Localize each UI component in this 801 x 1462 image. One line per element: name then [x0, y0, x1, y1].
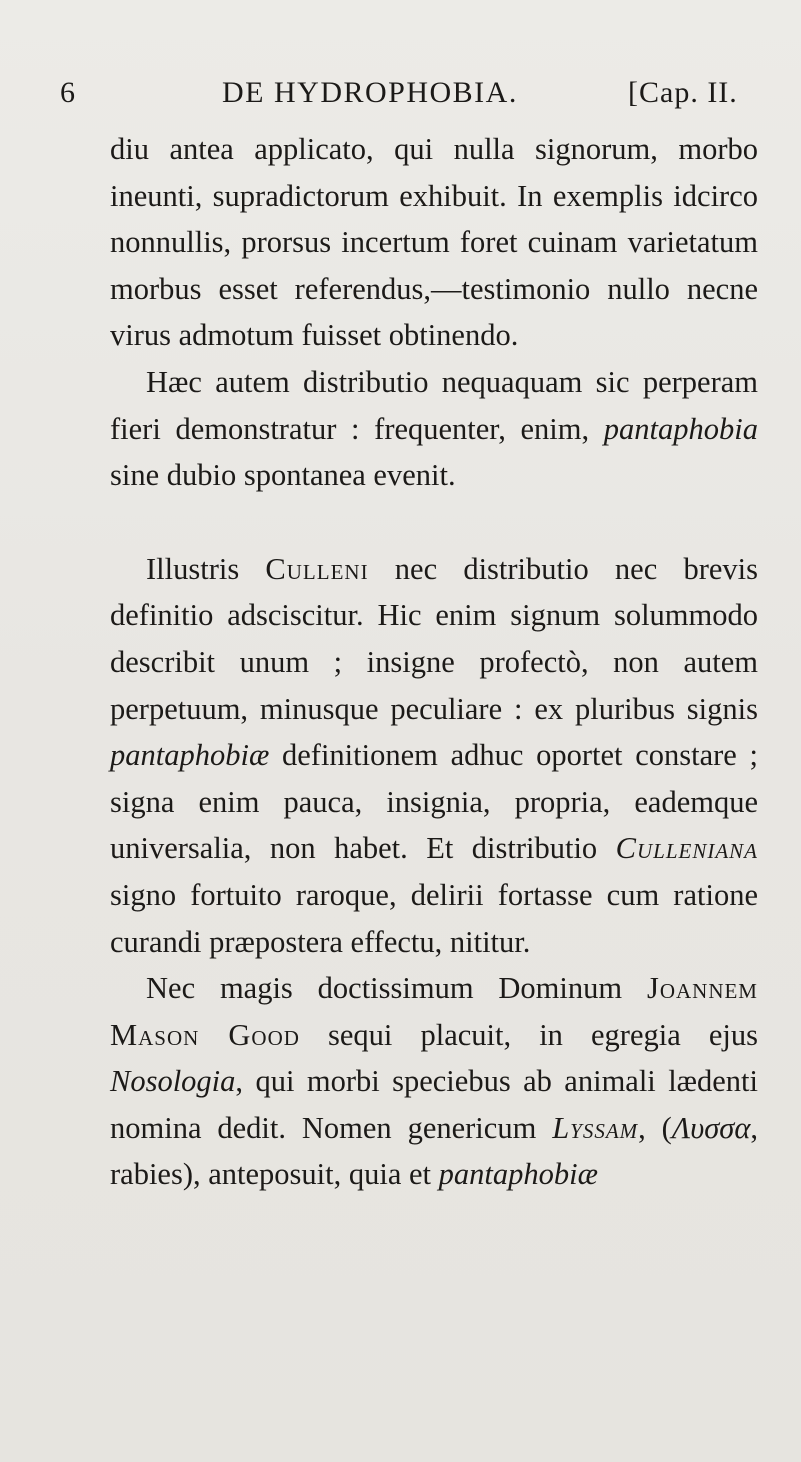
paragraph-3: [110, 546, 758, 965]
text-run: pantaphobia: [603, 411, 758, 446]
text-run: Λυσσα: [671, 1110, 751, 1145]
text-run: sine dubio spontanea evenit.: [110, 458, 456, 493]
text-run: , qui morbi speciebus ab animali lædenti nomina dedit. Nomen genericum: [110, 1064, 758, 1145]
text-run: pantaphobiæ: [438, 1157, 598, 1192]
text-run: Culleniana: [615, 831, 758, 866]
page-number: 6: [60, 76, 76, 109]
text-run: Hæc autem distributio nequaquam sic perperam fieri demonstratur : frequenter, enim,: [110, 364, 758, 446]
running-head: [0, 76, 801, 120]
text-run: nec distributio nec brevis definitio adsciscitur. Hic enim signum solummodo describit unum ; insigne profectò, non autem perpetuum, minusque peculiare : ex pluribus signis: [110, 551, 758, 726]
text-run: definitionem adhuc oportet constare ; signa enim pauca, insignia, propria, eademque universalia, non habet. Et distributio: [110, 738, 758, 866]
text-run: Nosologia: [110, 1064, 236, 1099]
body-text: [110, 126, 758, 1198]
text-run: diu antea applicato, qui nulla signorum, morbo ineunti, supradictorum exhibuit. In exemplis idcirco nonnullis, prorsus incertum foret cuinam varietatum morbus esset referendus,—testimonio nullo necne virus admotum fuisset obtinendo.: [110, 132, 758, 353]
text-run: Nec magis doctissimum Dominum: [146, 971, 647, 1006]
chapter-marker: [Cap. II.: [628, 76, 738, 109]
text-run: signo fortuito raroque, delirii fortasse cum ratione curandi præpostera effectu, nititur.: [110, 877, 758, 959]
text-run: Culleni: [265, 551, 369, 586]
text-run: pantaphobiæ: [110, 738, 270, 773]
text-run: , (: [638, 1110, 672, 1145]
running-title: DE HYDROPHOBIA.: [222, 76, 518, 109]
paragraph-4: [110, 965, 758, 1198]
text-run: Lyssam: [552, 1110, 639, 1145]
text-run: Illustris: [146, 551, 266, 586]
text-run: , rabies), anteposuit, quia et: [110, 1110, 758, 1192]
text-run: sequi placuit, in egregia ejus: [299, 1017, 758, 1052]
paragraph-1: [110, 126, 758, 359]
text-run: Joannem Mason Good: [110, 971, 758, 1052]
paragraph-2: [110, 359, 758, 499]
